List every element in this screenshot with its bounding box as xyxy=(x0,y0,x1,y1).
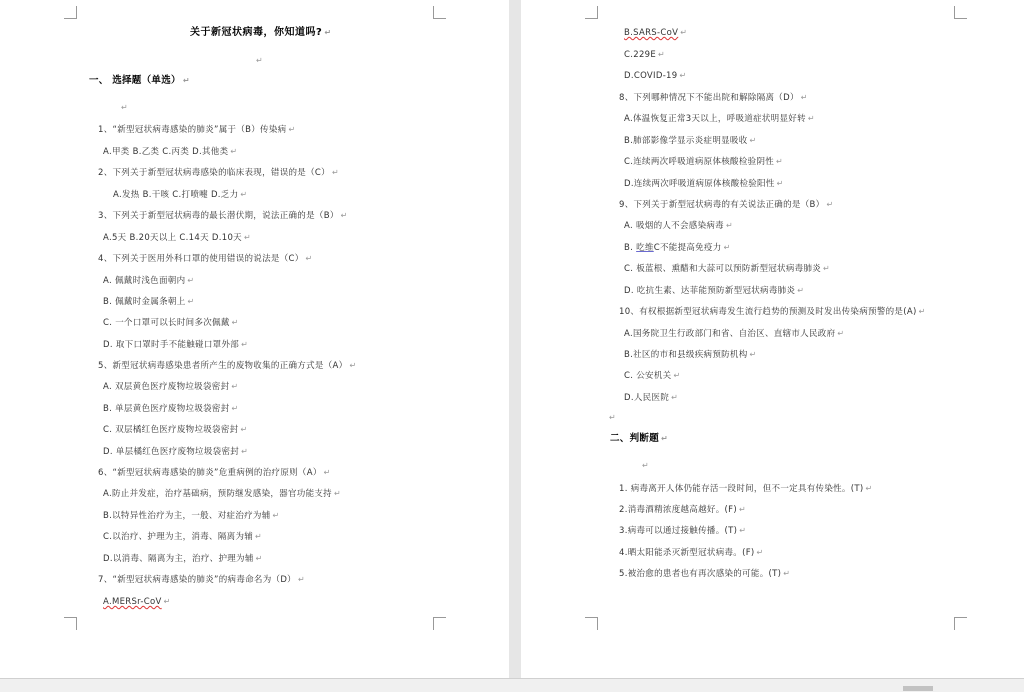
section-heading-choice: 一、 选择题（单选） ↵ xyxy=(89,75,190,86)
question-2-options: A.发热 B.干咳 C.打喷嚏 D.乏力 ↵ xyxy=(113,190,248,200)
question-1: 1、“新型冠状病毒感染的肺炎”属于（B）传染病 ↵ xyxy=(98,125,296,135)
option: C.连续两次呼吸道病原体核酸检验阴性 ↵ xyxy=(624,157,784,167)
option: B.SARS-CoV ↵ xyxy=(624,28,688,38)
margin-mark-top-left xyxy=(585,6,598,19)
judgment-1: 1. 病毒离开人体仍能存活一段时间，但不一定具有传染性。(T) ↵ xyxy=(619,484,873,494)
document-page-2 xyxy=(521,0,1024,678)
option: D. 吃抗生素、达菲能预防新型冠状病毒肺炎 ↵ xyxy=(624,286,805,296)
empty-paragraph: ↵ xyxy=(609,413,617,422)
option: C. 板蓝根、熏醋和大蒜可以预防新型冠状病毒肺炎 ↵ xyxy=(624,264,831,274)
margin-mark-bottom-right xyxy=(433,617,446,630)
option: B. 佩戴时金属条朝上 ↵ xyxy=(103,297,195,307)
option: C. 一个口罩可以长时间多次佩戴 ↵ xyxy=(103,318,239,328)
option: B.以特异性治疗为主，一般、对症治疗为辅 ↵ xyxy=(103,511,280,521)
option: D.COVID-19 ↵ xyxy=(624,71,687,81)
option: A.MERSr-CoV ↵ xyxy=(103,597,171,607)
option: C. 公安机关 ↵ xyxy=(624,371,681,381)
empty-paragraph: ↵ xyxy=(121,103,129,112)
option: B. 吃维C不能提高免疫力 ↵ xyxy=(624,243,731,253)
margin-mark-bottom-right xyxy=(954,617,967,630)
option: C.229E ↵ xyxy=(624,50,666,60)
option: A.体温恢复正常3天以上，呼吸道症状明显好转 ↵ xyxy=(624,114,815,124)
document-title: 关于新冠状病毒，你知道吗? ↵ xyxy=(190,27,332,38)
question-9: 9、下列关于新型冠状病毒的有关说法正确的是（B） ↵ xyxy=(619,200,834,210)
option: B. 单层黄色医疗废物垃圾袋密封 ↵ xyxy=(103,404,239,414)
option: A.国务院卫生行政部门和省、自治区、直辖市人民政府 ↵ xyxy=(624,329,845,339)
empty-paragraph: ↵ xyxy=(256,56,264,65)
margin-mark-top-left xyxy=(64,6,77,19)
margin-mark-bottom-left xyxy=(585,617,598,630)
judgment-4: 4.晒太阳能杀灭新型冠状病毒。(F) ↵ xyxy=(619,548,764,558)
option: A. 吸烟的人不会感染病毒 ↵ xyxy=(624,221,733,231)
question-3: 3、下列关于新型冠状病毒的最长潜伏期，说法正确的是（B） ↵ xyxy=(98,211,348,221)
document-page-1 xyxy=(0,0,509,678)
option: D.以消毒、隔离为主，治疗、护理为辅 ↵ xyxy=(103,554,263,564)
margin-mark-top-right xyxy=(954,6,967,19)
option: D.人民医院 ↵ xyxy=(624,393,679,403)
option: D. 取下口罩时手不能触碰口罩外部 ↵ xyxy=(103,340,249,350)
judgment-2: 2.消毒酒精浓度越高越好。(F) ↵ xyxy=(619,505,746,515)
empty-paragraph: ↵ xyxy=(642,461,650,470)
option: B.肺部影像学显示炎症明显吸收 ↵ xyxy=(624,136,757,146)
option: C.以治疗、护理为主，消毒、隔离为辅 ↵ xyxy=(103,532,263,542)
option: D. 单层橘红色医疗废物垃圾袋密封 ↵ xyxy=(103,447,249,457)
section-heading-judgment: 二、判断题 ↵ xyxy=(610,433,669,444)
judgment-5: 5.被治愈的患者也有再次感染的可能。(T) ↵ xyxy=(619,569,791,579)
question-4: 4、下列关于医用外科口罩的使用错误的说法是（C） ↵ xyxy=(98,254,313,264)
question-2: 2、下列关于新型冠状病毒感染的临床表现，错误的是（C） ↵ xyxy=(98,168,339,178)
scrollbar-thumb[interactable] xyxy=(903,686,933,691)
option: A.防止并发症，治疗基础病，预防继发感染，器官功能支持 ↵ xyxy=(103,489,341,499)
option: D.连续两次呼吸道病原体核酸检验阳性 ↵ xyxy=(624,179,784,189)
judgment-3: 3.病毒可以通过接触传播。(T) ↵ xyxy=(619,526,747,536)
option: B.社区的市和县级疾病预防机构 ↵ xyxy=(624,350,757,360)
question-6: 6、“新型冠状病毒感染的肺炎”危重病例的治疗原则（A） ↵ xyxy=(98,468,331,478)
question-7: 7、“新型冠状病毒感染的肺炎”的病毒命名为（D） ↵ xyxy=(98,575,305,585)
option: C. 双层橘红色医疗废物垃圾袋密封 ↵ xyxy=(103,425,248,435)
option: A. 双层黄色医疗废物垃圾袋密封 ↵ xyxy=(103,382,239,392)
option: A. 佩戴时浅色面朝内 ↵ xyxy=(103,276,195,286)
question-10: 10、有权根据新型冠状病毒发生流行趋势的预测及时发出传染病预警的是(A) ↵ xyxy=(619,307,926,317)
question-1-options: A.甲类 B.乙类 C.丙类 D.其他类 ↵ xyxy=(103,147,238,157)
horizontal-scrollbar[interactable] xyxy=(0,678,1024,692)
question-3-options: A.5天 B.20天以上 C.14天 D.10天 ↵ xyxy=(103,233,251,243)
question-8: 8、下列哪种情况下不能出院和解除隔离（D） ↵ xyxy=(619,93,808,103)
margin-mark-bottom-left xyxy=(64,617,77,630)
question-5: 5、新型冠状病毒感染患者所产生的废物收集的正确方式是（A） ↵ xyxy=(98,361,357,371)
margin-mark-top-right xyxy=(433,6,446,19)
